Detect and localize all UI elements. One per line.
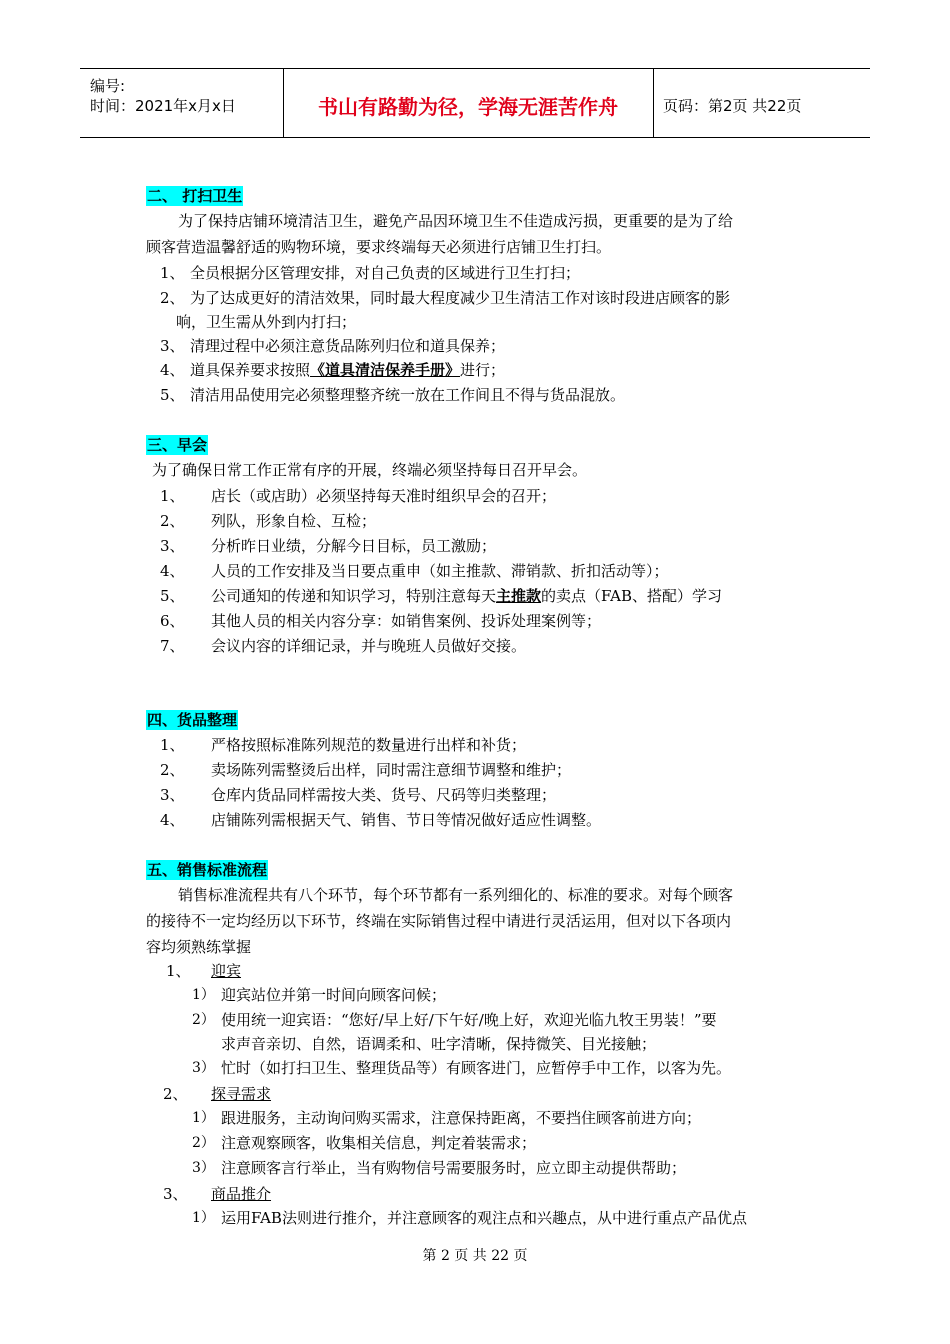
document-number-label: 编号: (90, 77, 126, 95)
paragraph: 销售标准流程共有八个环节，每个环节都有一系列细化的、标准的要求。对每个顾客 (178, 886, 734, 904)
list-item: 为了达成更好的清洁效果，同时最大程度减少卫生清洁工作对该时段进店顾客的影 (190, 289, 731, 307)
list-item: 清洁用品使用完必须整理整齐统一放在工作间且不得与货品混放。 (190, 386, 626, 404)
list-item: 分析昨日业绩，分解今日目标，员工激励； (211, 537, 497, 555)
header-motto: 书山有路勤为径，学海无涯苦作舟 (318, 95, 618, 119)
sub-item-number: 1） (192, 1210, 215, 1226)
list-item-number: 2、 (160, 289, 185, 307)
header-page-info: 页码：第2页 共22页 (663, 97, 802, 115)
section-title-cleaning: 二、 打扫卫生 (147, 187, 243, 205)
list-item-number: 5、 (160, 587, 185, 605)
manual-reference-link: 《道具清洁保养手册》 (310, 361, 461, 379)
list-item: 清理过程中必须注意货品陈列归位和道具保养； (190, 337, 506, 355)
list-item: 店长（或店助）必须坚持每天准时组织早会的召开； (211, 487, 557, 505)
step-title-greeting: 迎宾 (211, 962, 242, 980)
paragraph: 顾客营造温馨舒适的购物环境，要求终端每天必须进行店铺卫生打扫。 (146, 238, 612, 256)
list-item (211, 585, 722, 607)
list-item-number: 3、 (160, 786, 185, 804)
list-item: 会议内容的详细记录，并与晚班人员做好交接。 (211, 637, 527, 655)
list-item: 店铺陈列需根据天气、销售、节日等情况做好适应性调整。 (211, 811, 602, 829)
document-date: 时间：2021年x月x日 (90, 97, 236, 115)
list-item-number: 4、 (160, 361, 185, 379)
sub-item: 注意顾客言行举止，当有购物信号需要服务时，应立即主动提供帮助； (221, 1159, 687, 1177)
step-number: 2、 (163, 1085, 188, 1103)
paragraph: 的接待不一定均经历以下环节，终端在实际销售过程中请进行灵活运用，但对以下各项内 (146, 912, 732, 930)
paragraph: 为了保持店铺环境清洁卫生，避免产品因环境卫生不佳造成污损，更重要的是为了给 (178, 212, 734, 230)
list-item-number: 1、 (160, 487, 185, 505)
list-item (190, 359, 505, 381)
sub-item: 忙时（如打扫卫生、整理货品等）有顾客进门，应暂停手中工作，以客为先。 (221, 1059, 732, 1077)
sub-item: 注意观察顾客，收集相关信息，判定着装需求； (221, 1134, 537, 1152)
list-item-text: 的卖点（FAB、搭配）学习 (541, 587, 722, 605)
paragraph: 为了确保日常工作正常有序的开展，终端必须坚持每日召开早会。 (152, 461, 588, 479)
section-title-morning-meeting: 三、早会 (147, 436, 208, 454)
list-item-text: 道具保养要求按照 (190, 361, 311, 379)
list-item-number: 7、 (160, 637, 185, 655)
sub-item-number: 2） (192, 1012, 215, 1028)
list-item: 严格按照标准陈列规范的数量进行出样和补货； (211, 736, 527, 754)
list-item-number: 2、 (160, 512, 185, 530)
sub-item: 使用统一迎宾语：“您好/早上好/下午好/晚上好，欢迎光临九牧王男装！”要 (221, 1011, 717, 1029)
paragraph: 容均须熟练掌握 (146, 938, 252, 956)
list-item: 卖场陈列需整烫后出样，同时需注意细节调整和维护； (211, 761, 572, 779)
step-title-needs: 探寻需求 (211, 1085, 272, 1103)
list-item-text: 进行； (460, 361, 506, 379)
list-item: 人员的工作安排及当日要点重申（如主推款、滞销款、折扣活动等）； (211, 562, 669, 580)
list-item-number: 4、 (160, 562, 185, 580)
page-footer: 第 2 页 共 22 页 (422, 1248, 528, 1264)
section-title-sales-process: 五、销售标准流程 (147, 861, 268, 879)
list-item-continuation: 响，卫生需从外到内打扫； (176, 313, 357, 331)
list-item-number: 4、 (160, 811, 185, 829)
list-item-number: 3、 (160, 337, 185, 355)
step-title-product: 商品推介 (211, 1185, 272, 1203)
featured-product-link: 主推款 (496, 587, 542, 605)
sub-item-number: 1） (192, 987, 215, 1003)
list-item-number: 3、 (160, 537, 185, 555)
list-item-number: 6、 (160, 612, 185, 630)
step-number: 1、 (166, 962, 191, 980)
sub-item-number: 3） (192, 1060, 215, 1076)
sub-item-number: 3） (192, 1160, 215, 1176)
sub-item-number: 1） (192, 1110, 215, 1126)
sub-item: 运用FAB法则进行推介，并注意顾客的观注点和兴趣点，从中进行重点产品优点 (221, 1209, 747, 1227)
list-item-number: 1、 (160, 264, 185, 282)
sub-item-continuation: 求声音亲切、自然，语调柔和、吐字清晰，保持微笑、目光接触； (221, 1035, 657, 1053)
list-item: 列队，形象自检、互检； (211, 512, 377, 530)
sub-item-number: 2） (192, 1135, 215, 1151)
list-item-number: 1、 (160, 736, 185, 754)
list-item-text: 公司通知的传递和知识学习，特别注意每天 (211, 587, 497, 605)
list-item: 其他人员的相关内容分享：如销售案例、投诉处理案例等； (211, 612, 602, 630)
step-number: 3、 (163, 1185, 188, 1203)
list-item: 全员根据分区管理安排，对自己负责的区域进行卫生打扫； (190, 264, 581, 282)
list-item: 仓库内货品同样需按大类、货号、尺码等归类整理； (211, 786, 557, 804)
list-item-number: 2、 (160, 761, 185, 779)
section-title-merchandise: 四、货品整理 (147, 711, 238, 729)
sub-item: 迎宾站位并第一时间向顾客问候； (221, 986, 447, 1004)
list-item-number: 5、 (160, 386, 185, 404)
sub-item: 跟进服务，主动询问购买需求，注意保持距离，不要挡住顾客前进方向； (221, 1109, 702, 1127)
